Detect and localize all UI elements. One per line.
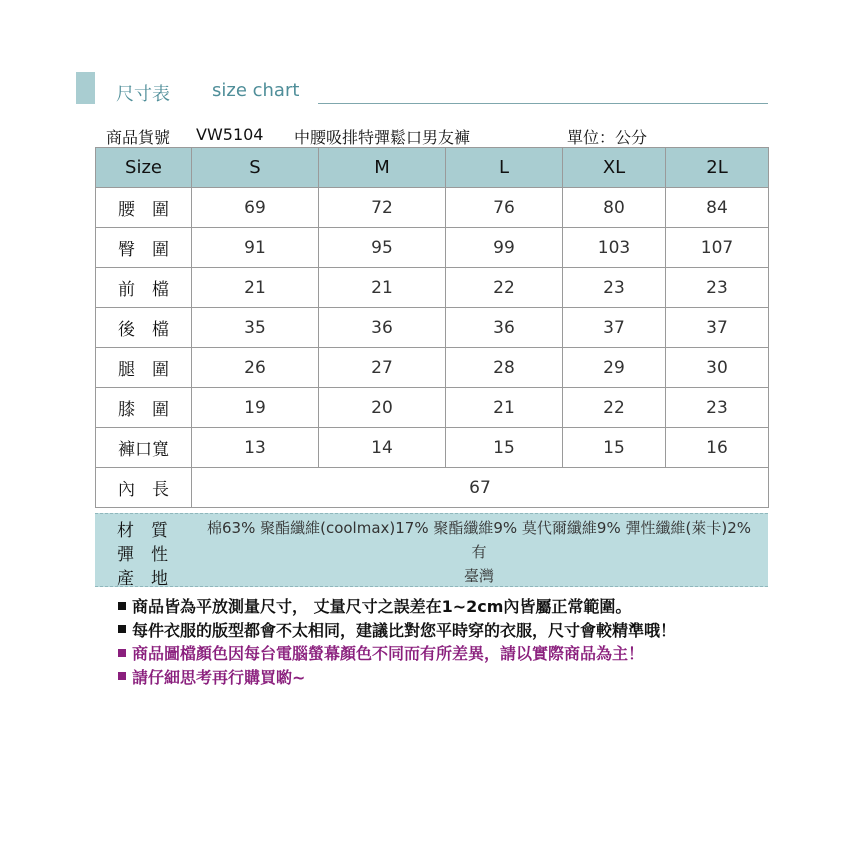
table-cell: 35 [192,308,319,348]
table-cell: 19 [192,388,319,428]
table-cell: 28 [446,348,563,388]
table-cell: 23 [666,268,769,308]
table-row [96,388,769,428]
note-item [118,595,676,619]
note-text: 商品皆為平放測量尺寸， 丈量尺寸之誤差在1~2cm內皆屬正常範圍。 [132,597,632,616]
square-bullet-icon [118,649,126,657]
column-header: 2L [666,148,769,188]
row-label: 內 長 [96,468,192,508]
column-header: XL [563,148,666,188]
table-row [96,308,769,348]
table-cell: 37 [666,308,769,348]
table-cell: 22 [563,388,666,428]
row-label: 臀 圍 [96,228,192,268]
note-item [118,642,676,666]
table-cell: 15 [446,428,563,468]
note-item [118,619,676,643]
table-cell: 95 [319,228,446,268]
table-cell: 21 [446,388,563,428]
product-code-label: 商品貨號 [106,128,171,147]
square-bullet-icon [118,672,126,680]
row-label: 膝 圍 [96,388,192,428]
table-cell: 27 [319,348,446,388]
table-row [96,188,769,228]
table-cell: 67 [192,468,769,508]
table-row [96,228,769,268]
table-cell: 80 [563,188,666,228]
origin-label: 產 地 [117,569,168,589]
elastic-label: 彈 性 [117,545,168,565]
row-label: 後 檔 [96,308,192,348]
table-cell: 23 [666,388,769,428]
table-row [96,268,769,308]
material-panel [95,513,768,587]
note-text: 每件衣服的版型都會不太相同，建議比對您平時穿的衣服，尺寸會較精準哦！ [132,620,677,640]
header-accent-bar [76,72,95,104]
material-label: 材 質 [117,521,168,541]
table-row [96,348,769,388]
origin-value: 臺灣 [463,567,494,585]
table-cell: 26 [192,348,319,388]
product-code: VW5104 [196,125,264,144]
note-text: 請仔細思考再行購買喲~ [132,667,306,687]
square-bullet-icon [118,602,126,610]
table-cell: 21 [192,268,319,308]
table-cell: 76 [446,188,563,228]
table-cell: 21 [319,268,446,308]
table-cell: 72 [319,188,446,228]
row-label: 腰 圍 [96,188,192,228]
note-item [118,666,676,690]
table-cell: 22 [446,268,563,308]
table-cell: 36 [446,308,563,348]
table-cell: 15 [563,428,666,468]
table-cell: 37 [563,308,666,348]
column-header: S [192,148,319,188]
unit-label: 單位：公分 [567,128,648,147]
table-cell: 36 [319,308,446,348]
table-cell: 107 [666,228,769,268]
table-cell: 13 [192,428,319,468]
table-cell: 84 [666,188,769,228]
table-row [96,428,769,468]
table-cell: 16 [666,428,769,468]
table-cell: 69 [192,188,319,228]
header-divider [318,103,768,104]
column-header: Size [96,148,192,188]
table-row [96,468,769,508]
square-bullet-icon [118,625,126,633]
table-cell: 14 [319,428,446,468]
table-cell: 91 [192,228,319,268]
page-title-en: size chart [212,80,300,101]
row-label: 腿 圍 [96,348,192,388]
column-header: M [319,148,446,188]
elastic-value: 有 [471,543,487,561]
row-label: 前 檔 [96,268,192,308]
material-value: 棉63% 聚酯纖維(coolmax)17% 聚酯纖維9% 莫代爾纖維9% 彈性纖維(萊卡)2% [206,519,751,537]
size-header-row [96,148,769,188]
table-cell: 20 [319,388,446,428]
table-cell: 103 [563,228,666,268]
table-cell: 23 [563,268,666,308]
table-cell: 99 [446,228,563,268]
notes-list [118,595,676,689]
product-name: 中腰吸排特彈鬆口男友褲 [294,128,471,147]
table-cell: 30 [666,348,769,388]
page-title-zh: 尺寸表 [116,84,170,105]
size-table [95,147,769,508]
table-cell: 29 [563,348,666,388]
note-text: 商品圖檔顏色因每台電腦螢幕顏色不同而有所差異，請以實際商品為主！ [132,644,645,663]
column-header: L [446,148,563,188]
row-label: 褲口寬 [96,428,192,468]
